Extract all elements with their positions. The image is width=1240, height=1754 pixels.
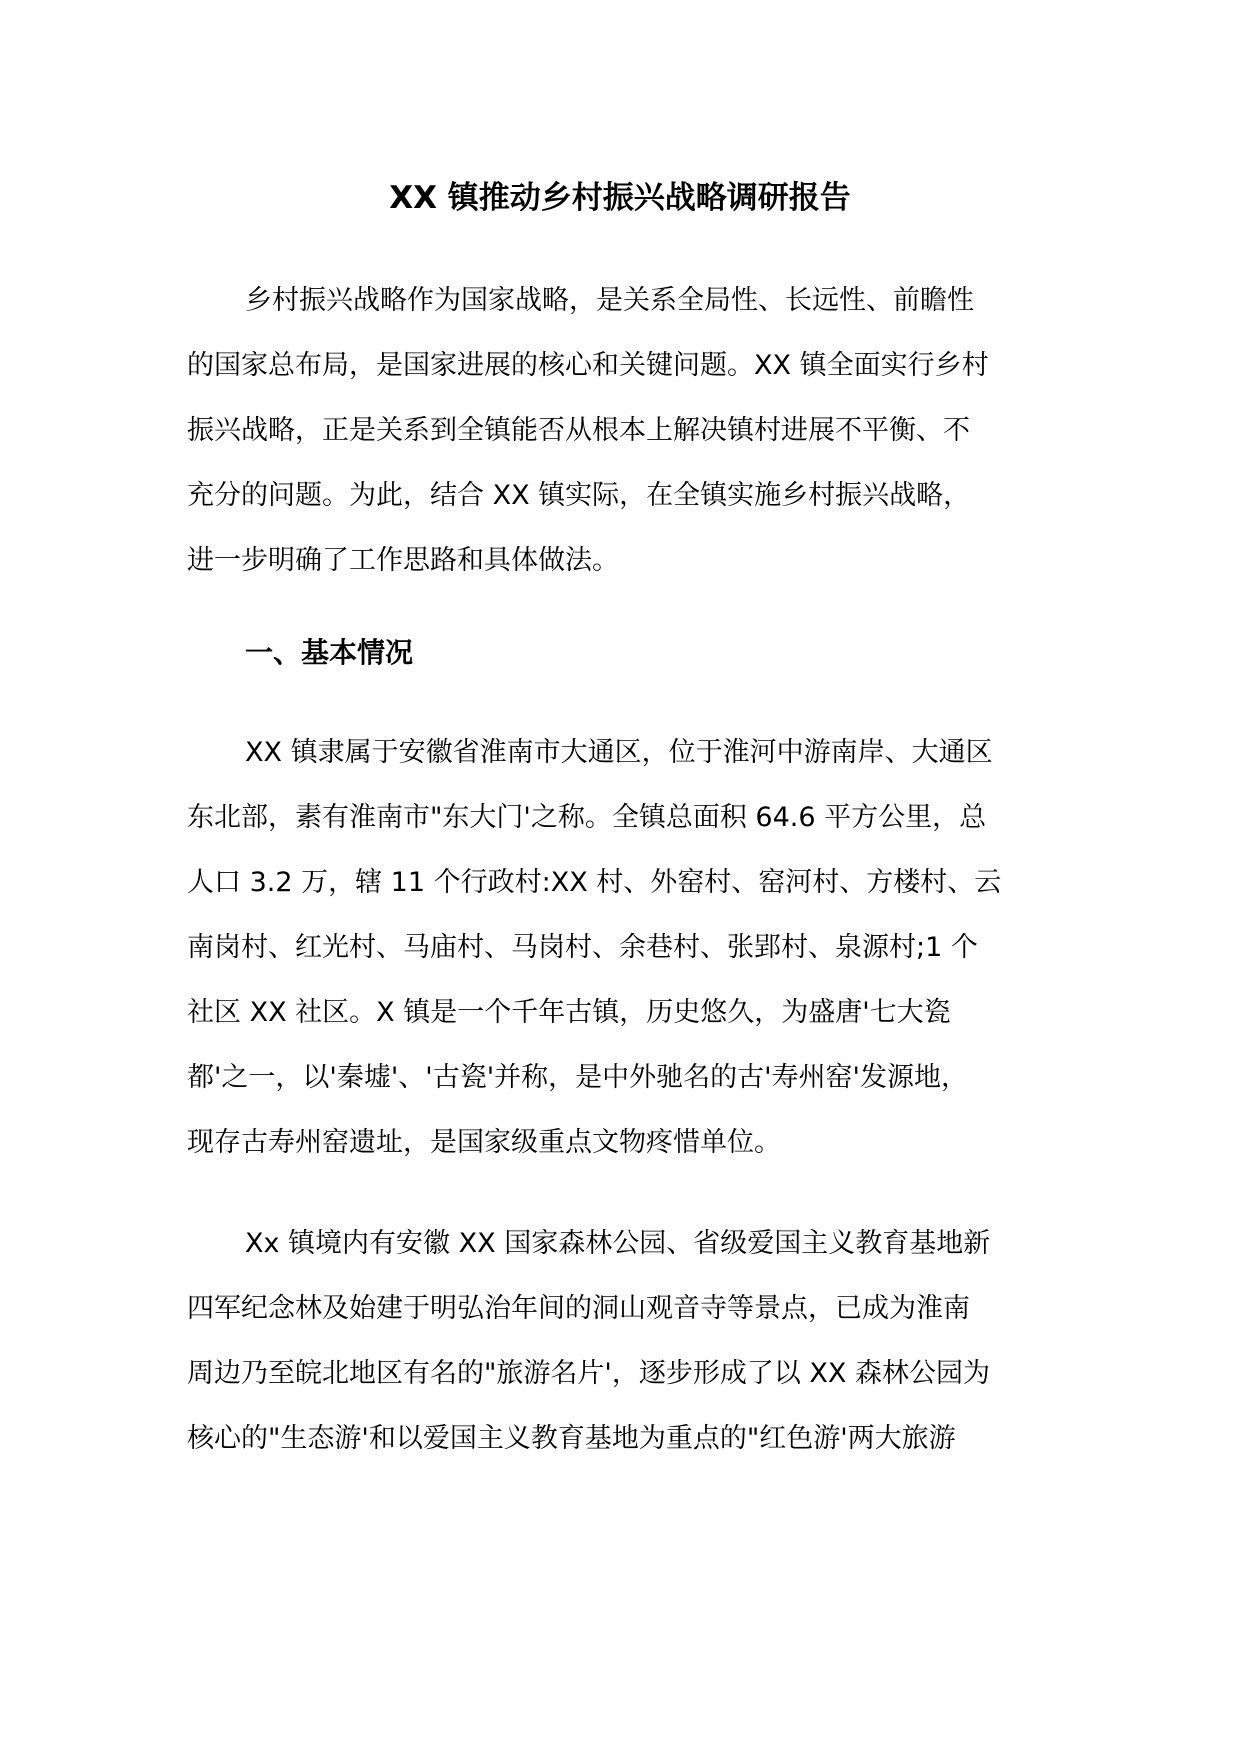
basic-situation-paragraph [187, 720, 1067, 1175]
paragraph-line: 乡村振兴战略作为国家战略，是关系全局性、长远性、前瞻性 [245, 285, 974, 316]
paragraph-line: 振兴战略，正是关系到全镇能否从根本上解决镇村进展不平衡、不 [187, 415, 970, 446]
section-heading-basic-situation: 一、基本情况 [245, 636, 414, 669]
paragraph-line: 现存古寿州窑遗址，是国家级重点文物疼惜单位。 [187, 1127, 781, 1158]
paragraph-line: Xx 镇境内有安徽 XX 国家森林公园、省级爱国主义教育基地新 [245, 1228, 991, 1259]
paragraph-line: XX 镇隶属于安徽省淮南市大通区，位于淮河中游南岸、大通区 [245, 737, 993, 768]
page-title: XX 镇推动乡村振兴战略调研报告 [389, 180, 851, 216]
paragraph-line: 进一步明确了工作思路和具体做法。 [187, 545, 619, 576]
paragraph-line: 的国家总布局，是国家进展的核心和关键问题。XX 镇全面实行乡村 [187, 350, 989, 381]
paragraph-line: 东北部，素有淮南市"东大门'之称。全镇总面积 64.6 平方公里，总 [187, 802, 987, 833]
paragraph-line: 周边乃至皖北地区有名的"旅游名片'，逐步形成了以 XX 森林公园为 [187, 1358, 990, 1389]
paragraph-line: 社区 XX 社区。X 镇是一个千年古镇，历史悠久，为盛唐'七大瓷 [187, 997, 951, 1028]
intro-paragraph [187, 268, 1067, 593]
paragraph-line: 南岗村、红光村、马庙村、马岗村、余巷村、张郢村、泉源村;1 个 [187, 932, 978, 963]
paragraph-line: 人口 3.2 万，辖 11 个行政村:XX 村、外窑村、窑河村、方楼村、云 [187, 867, 1002, 898]
paragraph-line: 充分的问题。为此，结合 XX 镇实际，在全镇实施乡村振兴战略， [187, 480, 971, 511]
paragraph-line: 都'之一，以'秦墟'、'古瓷'并称，是中外驰名的古'寿州窑'发源地， [187, 1062, 968, 1093]
paragraph-line: 核心的"生态游'和以爱国主义教育基地为重点的"红色游'两大旅游 [187, 1423, 956, 1454]
tourism-paragraph [187, 1211, 1067, 1471]
paragraph-line: 四军纪念林及始建于明弘治年间的洞山观音寺等景点，已成为淮南 [187, 1293, 970, 1324]
